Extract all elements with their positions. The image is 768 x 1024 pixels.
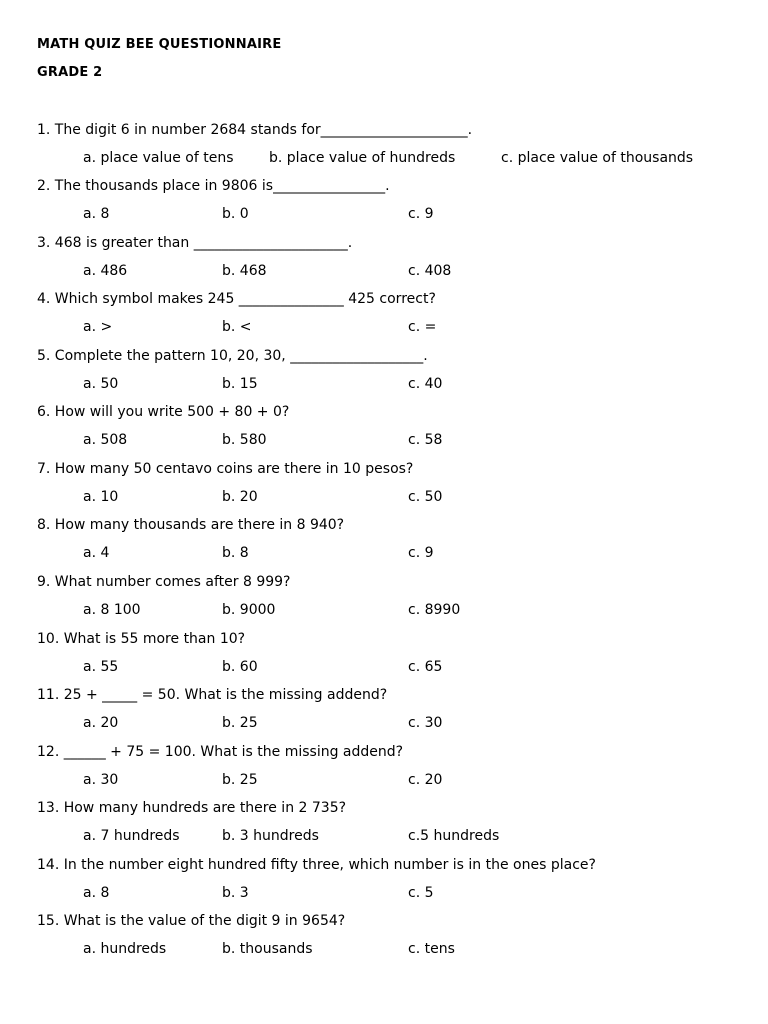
question-text: 2. The thousands place in 9806 is________________.	[37, 178, 390, 194]
question-7	[0, 459, 768, 515]
choice-a: a. 8	[83, 885, 110, 901]
question-text: 15. What is the value of the digit 9 in 9654?	[37, 913, 346, 929]
question-text: 13. How many hundreds are there in 2 735?	[37, 800, 347, 816]
grade-label: GRADE 2	[37, 65, 103, 80]
choice-c: c. 9	[408, 545, 434, 561]
question-3	[0, 233, 768, 289]
choice-a: a. 486	[83, 263, 128, 279]
choice-c: c.5 hundreds	[408, 828, 500, 844]
question-9	[0, 572, 768, 628]
choice-b: b. 25	[222, 715, 258, 731]
choice-c: c. 5	[408, 885, 434, 901]
question-8	[0, 515, 768, 571]
question-text: 8. How many thousands are there in 8 940?	[37, 517, 345, 533]
question-text: 9. What number comes after 8 999?	[37, 574, 291, 590]
choice-a: a. 10	[83, 489, 119, 505]
choice-a: a. 30	[83, 772, 119, 788]
question-6	[0, 402, 768, 458]
question-text: 6. How will you write 500 + 80 + 0?	[37, 404, 290, 420]
choice-a: a. 8	[83, 206, 110, 222]
choice-b: b. 580	[222, 432, 267, 448]
question-text: 5. Complete the pattern 10, 20, 30, ___________________.	[37, 348, 428, 364]
choice-b: b. <	[222, 319, 252, 335]
choice-c: c. 408	[408, 263, 452, 279]
choice-c: c. 58	[408, 432, 443, 448]
question-5	[0, 346, 768, 402]
question-text: 14. In the number eight hundred fifty three, which number is in the ones place?	[37, 857, 596, 873]
choice-c: c. 65	[408, 659, 443, 675]
choice-b: b. 3 hundreds	[222, 828, 319, 844]
question-text: 1. The digit 6 in number 2684 stands for_____________________.	[37, 122, 473, 138]
choice-a: a. 50	[83, 376, 119, 392]
choice-b: b. 20	[222, 489, 258, 505]
choice-c: c. 50	[408, 489, 443, 505]
choice-c: c. 40	[408, 376, 443, 392]
choice-a: a. 508	[83, 432, 128, 448]
choice-b: b. 8	[222, 545, 249, 561]
question-4	[0, 289, 768, 345]
choice-c: c. 20	[408, 772, 443, 788]
choice-b: b. 25	[222, 772, 258, 788]
choice-a: a. >	[83, 319, 113, 335]
choice-b: b. thousands	[222, 941, 313, 957]
page-title: MATH QUIZ BEE QUESTIONNAIRE	[37, 37, 282, 52]
question-15	[0, 911, 768, 967]
choice-a: a. hundreds	[83, 941, 167, 957]
choice-b: b. place value of hundreds	[269, 150, 456, 166]
question-14	[0, 855, 768, 911]
choice-b: b. 60	[222, 659, 258, 675]
question-text: 10. What is 55 more than 10?	[37, 631, 246, 647]
question-text: 11. 25 + _____ = 50. What is the missing addend?	[37, 687, 388, 703]
choice-a: a. 20	[83, 715, 119, 731]
question-text: 12. ______ + 75 = 100. What is the missing addend?	[37, 744, 404, 760]
choice-b: b. 15	[222, 376, 258, 392]
choice-c: c. place value of thousands	[501, 150, 694, 166]
choice-c: c. 9	[408, 206, 434, 222]
question-10	[0, 629, 768, 685]
choice-b: b. 9000	[222, 602, 276, 618]
question-text: 4. Which symbol makes 245 _______________ 425 correct?	[37, 291, 436, 307]
choice-c: c. 8990	[408, 602, 461, 618]
question-text: 7. How many 50 centavo coins are there in 10 pesos?	[37, 461, 414, 477]
question-13	[0, 798, 768, 854]
choice-c: c. 30	[408, 715, 443, 731]
question-1	[0, 120, 768, 176]
question-11	[0, 685, 768, 741]
choice-c: c. tens	[408, 941, 455, 957]
question-12	[0, 742, 768, 798]
choice-a: a. place value of tens	[83, 150, 234, 166]
question-text: 3. 468 is greater than ______________________.	[37, 235, 353, 251]
choice-b: b. 468	[222, 263, 267, 279]
choice-a: a. 8 100	[83, 602, 141, 618]
choice-a: a. 7 hundreds	[83, 828, 180, 844]
choice-a: a. 55	[83, 659, 119, 675]
choice-c: c. =	[408, 319, 437, 335]
question-2	[0, 176, 768, 232]
choice-b: b. 3	[222, 885, 249, 901]
choice-b: b. 0	[222, 206, 249, 222]
choice-a: a. 4	[83, 545, 110, 561]
